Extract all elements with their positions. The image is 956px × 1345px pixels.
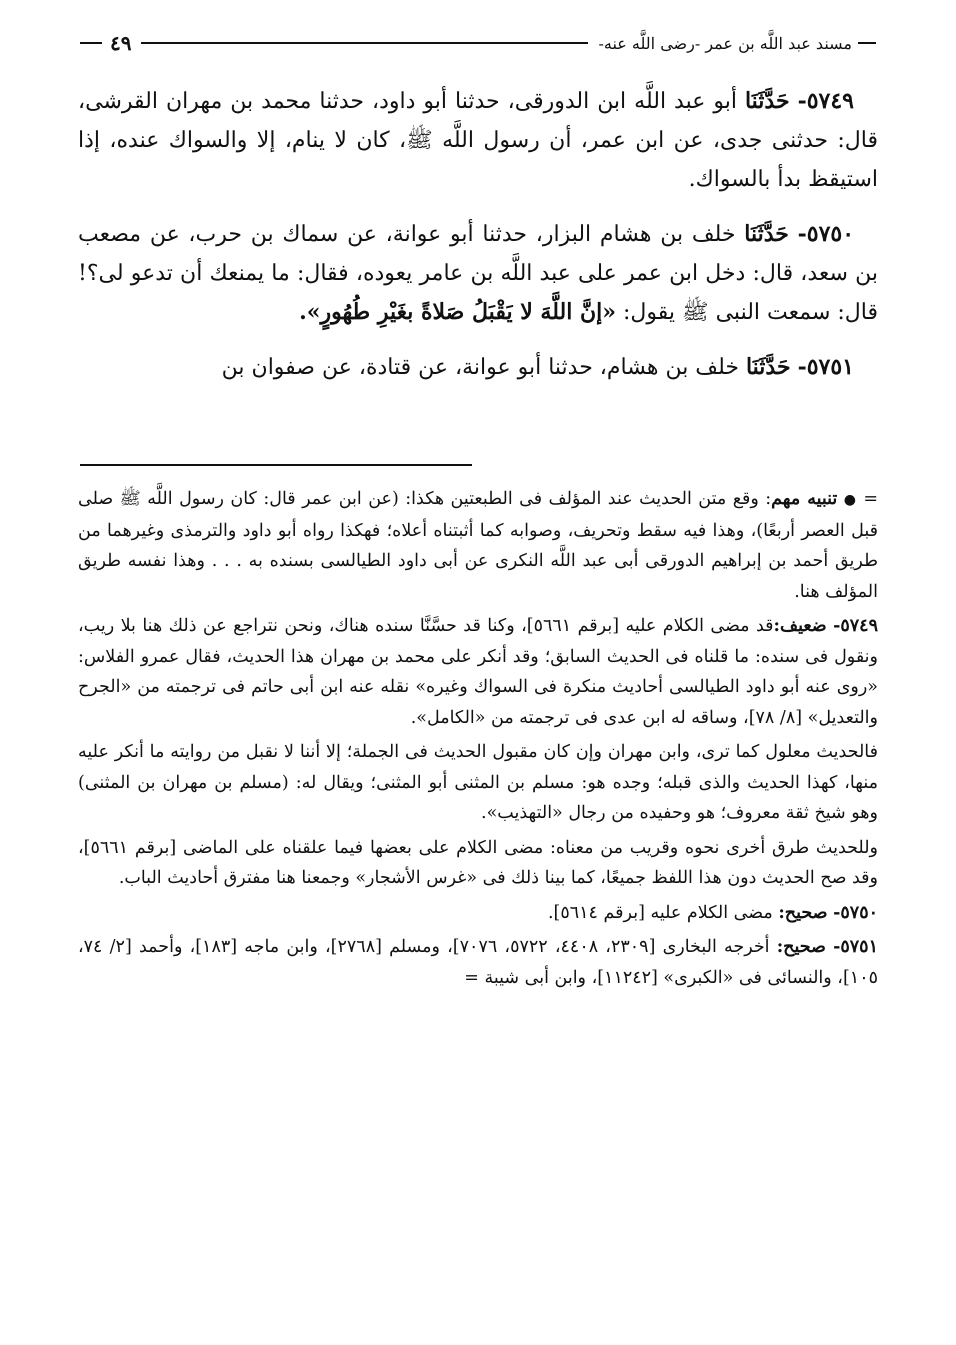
note-text: مضى الكلام عليه [برقم ٥٦١٤]. (547, 902, 773, 923)
note-text: أخرجه البخارى [٢٣٠٩، ٤٤٠٨، ٥٧٢٢، ٧٠٧٦]، ومسلم [٢٧٦٨]، وابن ماجه [١٨٣]، وأحمد [٢/ ٧٤، ١٠٥]، والنسائى فى «الكبرى» [١١٢٤٢]، وابن أبى شيبة = (78, 937, 878, 988)
hadith-narration-label: حَدَّثَنَا (745, 354, 791, 380)
page-number: ٤٩ (110, 31, 132, 55)
note-grade: ضعيف: (773, 616, 827, 636)
prophetic-quote: «إنَّ اللَّهَ لا يَقْبَلُ صَلاةً بغَيْرِ طُهُورٍ». (299, 299, 617, 325)
header-title: مسند عبد اللَّه بن عمر -رضى اللَّه عنه- (598, 33, 852, 53)
hadith-number: ٥٧٤٩- (797, 88, 854, 114)
running-header (80, 28, 876, 58)
header-dash-end (80, 42, 102, 44)
warning-label: تنبيه مهم (771, 489, 838, 509)
hadith-number: ٥٧٥١- (797, 354, 854, 380)
note-5751 (78, 932, 878, 993)
main-text (78, 82, 878, 403)
header-rule (141, 42, 588, 44)
hadith-5749 (78, 82, 878, 199)
note-number: ٥٧٥٠- (833, 902, 878, 923)
note-5749 (78, 611, 878, 733)
hadith-text: خلف بن هشام، حدثنا أبو عوانة، عن قتادة، عن صفوان بن (221, 355, 739, 380)
footnotes (78, 484, 878, 997)
continuation-marker: = (863, 489, 878, 509)
hadith-text: أبو عبد اللَّه ابن الدورقى، حدثنا أبو داود، حدثنا محمد بن مهران القرشى، قال: حدثنى جدى، عن ابن عمر، أن رسول اللَّه ﷺ، كان لا ينام، إلا والسواك عنده، إذا استيقظ بدأ بالسواك. (78, 89, 878, 192)
hadith-text: خلف بن هشام البزار، حدثنا أبو عوانة، عن سماك بن حرب، عن مصعب بن سعد، قال: دخل ابن عمر على عبد اللَّه بن عامر يعوده، فقال: ما يمنعك أن تدعو لى؟! قال: سمعت النبى ﷺ يقول: (78, 222, 878, 325)
note-warning (78, 484, 878, 607)
hadith-narration-label: حَدَّثَنَا (744, 88, 790, 114)
note-paragraph: وللحديث طرق أخرى نحوه وقريب من معناه: مضى الكلام على بعضها فيما علقناه على الماضى [برقم ٥٦٦١]، وقد صح الحديث دون هذا اللفظ جميعًا، كما بينا ذلك فى «غرس الأشجار» وجمعنا هنا مفترق أحاديث الباب. (78, 837, 878, 888)
hadith-number: ٥٧٥٠- (797, 221, 855, 247)
header-dash (858, 42, 876, 44)
hadith-5751 (78, 348, 878, 387)
hadith-5750 (78, 215, 878, 332)
note-paragraph: فالحديث معلول كما ترى، وابن مهران وإن كان مقبول الحديث فى الجملة؛ إلا أننا لا نقبل من روايته ما أنكر عليه منها، كهذا الحديث والذى قبله؛ وجده هو: مسلم بن المثنى أبو المثنى؛ ويقال له: (مسلم بن مهران بن المثنى) وهو شيخ ثقة معروف؛ هو وحفيده من رجال «التهذيب». (78, 742, 878, 823)
hadith-narration-label: حَدَّثَنَا (744, 221, 789, 247)
note-grade: صحيح: (776, 937, 826, 957)
note-number: ٥٧٤٩- (833, 616, 878, 636)
note-5750 (78, 898, 878, 929)
note-number: ٥٧٥١- (833, 937, 878, 957)
bullet-icon: ● (843, 492, 857, 508)
warning-text: : وقع متن الحديث عند المؤلف فى الطبعتين هكذا: (عن ابن عمر قال: كان رسول اللَّه ﷺ صلى قبل العصر أربعًا)، وهذا فيه سقط وتحريف، وصوابه كما أثبتناه أعلاه؛ فهكذا رواه أبو داود والترمذى وغيرهما من طريق أحمد بن إبراهيم الدورقى أبى عبد اللَّه النكرى عن أبى داود الطيالسى بسنده به . . . وهذا نفسه طريق المؤلف هنا. (78, 489, 878, 602)
footnote-separator (80, 464, 472, 466)
note-grade: صحيح: (778, 902, 828, 923)
note-text: قد مضى الكلام عليه [برقم ٥٦٦١]، وكنا قد حسَّنَّا سنده هناك، ونحن نتراجع عن ذلك هنا بلا ريب، ونقول فى سنده: ما قلناه فى الحديث السابق؛ وقد أنكر على محمد بن مهران هذا الحديث، فقال عمرو الفلاس: «روى عنه أبو داود الطيالسى أحاديث منكرة فى السواك وغيره» نقله عنه ابن أبى حاتم فى ترجمته من «الجرح والتعديل» [٨/ ٧٨]، وساقه له ابن عدى فى ترجمته من «الكامل». (78, 616, 878, 728)
